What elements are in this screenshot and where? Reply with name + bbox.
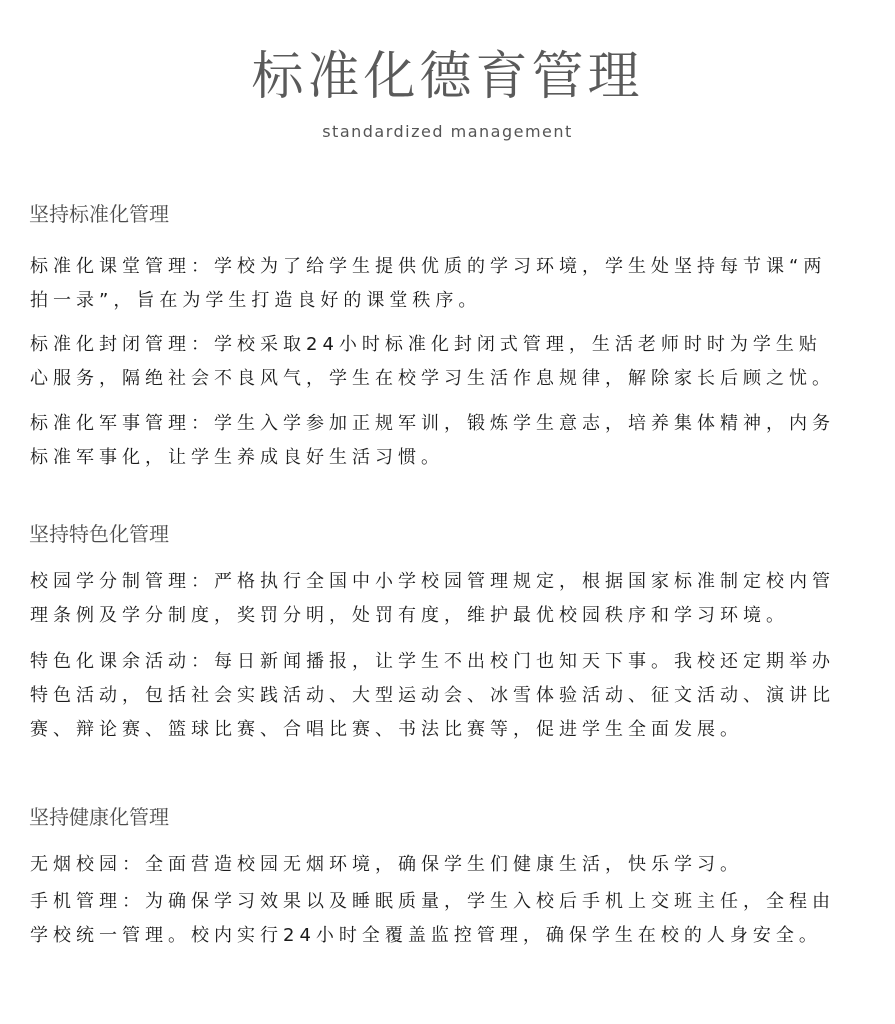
- paragraph-line: 心服务，隔绝社会不良风气，学生在校学习生活作息规律，解除家长后顾之忧。: [30, 368, 835, 389]
- paragraph-military-management: [30, 407, 860, 475]
- page-title: 标准化德育管理: [251, 47, 644, 107]
- paragraph-extracurricular: [30, 645, 860, 747]
- section-heading-standardized: 坚持标准化管理: [29, 202, 169, 226]
- paragraph-credit-system: [30, 565, 860, 633]
- paragraph-line: 手机管理：为确保学习效果以及睡眠质量，学生入校后手机上交班主任，全程由: [30, 891, 835, 912]
- section-heading-health: 坚持健康化管理: [29, 805, 169, 829]
- paragraph-line: 标准军事化，让学生养成良好生活习惯。: [30, 447, 444, 468]
- section-heading-characteristic: 坚持特色化管理: [29, 522, 169, 546]
- paragraph-line: 赛、辩论赛、篮球比赛、合唱比赛、书法比赛等，促进学生全面发展。: [30, 719, 743, 740]
- paragraph-classroom-management: [30, 250, 860, 318]
- page-subtitle: standardized management: [322, 122, 573, 141]
- paragraph-smoke-free: [30, 848, 860, 882]
- paragraph-line: 无烟校园：全面营造校园无烟环境，确保学生们健康生活，快乐学习。: [30, 854, 743, 875]
- paragraph-line: 校园学分制管理：严格执行全国中小学校园管理规定，根据国家标准制定校内管: [30, 571, 835, 592]
- paragraph-line: 学校统一管理。校内实行24小时全覆盖监控管理，确保学生在校的人身安全。: [30, 925, 822, 946]
- paragraph-line: 理条例及学分制度，奖罚分明，处罚有度，维护最优校园秩序和学习环境。: [30, 605, 789, 626]
- paragraph-phone-management: [30, 885, 860, 953]
- paragraph-line: 特色化课余活动：每日新闻播报，让学生不出校门也知天下事。我校还定期举办: [30, 651, 835, 672]
- paragraph-line: 标准化军事管理：学生入学参加正规军训，锻炼学生意志，培养集体精神，内务: [30, 413, 835, 434]
- paragraph-closed-management: [30, 328, 860, 396]
- paragraph-line: 拍一录”，旨在为学生打造良好的课堂秩序。: [30, 290, 482, 311]
- paragraph-line: 标准化封闭管理：学校采取24小时标准化封闭式管理，生活老师时时为学生贴: [30, 334, 822, 355]
- paragraph-line: 特色活动，包括社会实践活动、大型运动会、冰雪体验活动、征文活动、演讲比: [30, 685, 835, 706]
- paragraph-line: 标准化课堂管理：学校为了给学生提供优质的学习环境，学生处坚持每节课“两: [30, 256, 827, 277]
